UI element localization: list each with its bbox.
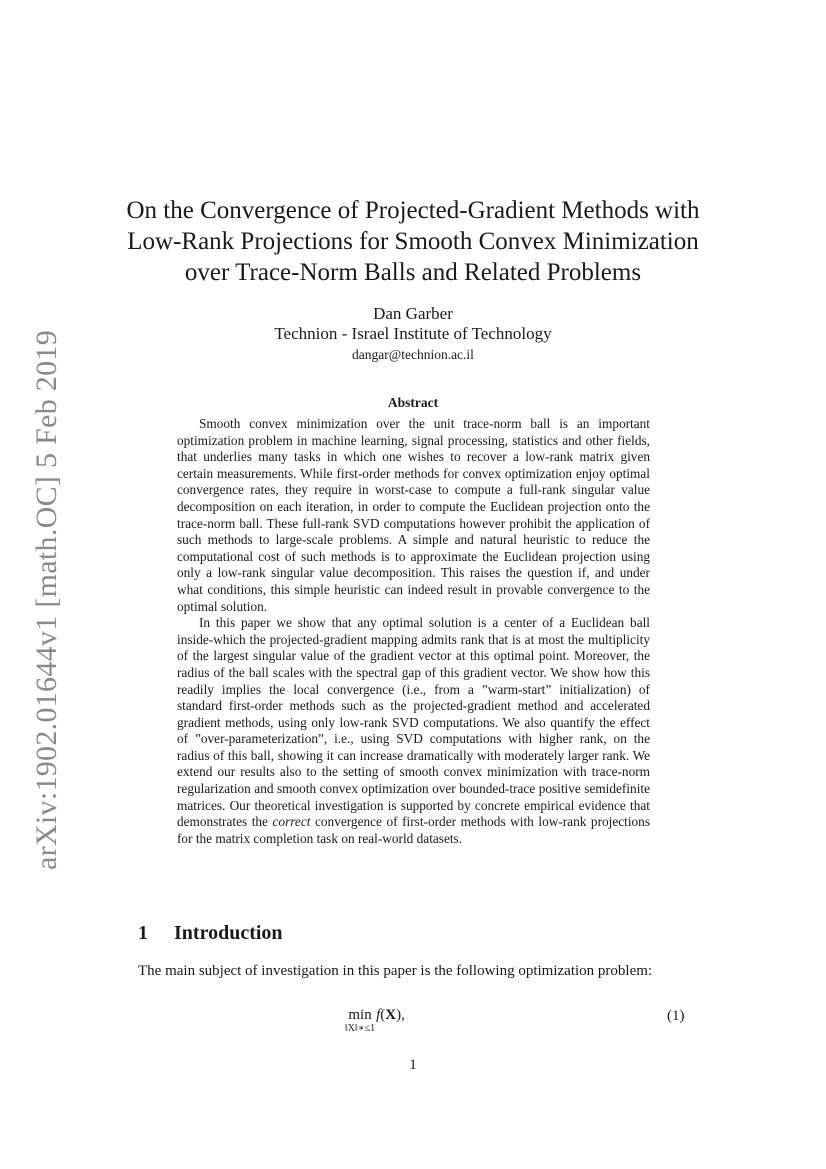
intro-paragraph: The main subject of investigation in this paper is the following optimization problem: (138, 963, 653, 979)
abstract-paragraph-2 (177, 615, 650, 847)
abstract-emphasis: correct (272, 814, 311, 830)
abstract-paragraph-2-text: In this paper we show that any optimal solution is a center of a Euclidean ball inside-which the projected-gradient mapping admits rank that is at most the multiplicity of the largest singular value of the gradient vector at this optimal point. Moreover, the radius of the ball scales with the spectral gap of this gradient vector. We show how this readily implies the local convergence (i.e., from a ”warm-start” initialization) of standard first-order methods such as the projected-gradient method and accelerated gradient methods, using only low-rank SVD computations. We also quantify the effect of ”over-parameterization”, i.e., using SVD computations with higher rank, on the radius of this ball, showing it can increase dramatically with moderately larger rank. We extend our results also to the setting of smooth convex minimization with trace-norm regularization and smooth convex optimization over bounded-trace positive semidefinite matrices. Our theoretical investigation is supported by concrete empirical evidence that demonstrates the (177, 615, 650, 830)
author-affiliation: Technion - Israel Institute of Technology (274, 324, 552, 343)
abstract-paragraph-2-text-end: convergence of first-order methods with low-rank projections for the matrix completion task on real-world datasets. (177, 814, 651, 846)
equation-min-block (345, 1007, 375, 1035)
section-number: 1 (138, 922, 148, 944)
equation-argument: X (385, 1007, 397, 1023)
equation-number: (1) (667, 1008, 685, 1024)
equation-function: f (376, 1007, 381, 1023)
equation-constraint: ‖X‖∗≤1 (345, 1023, 376, 1034)
author-email: dangar@technion.ac.il (352, 347, 474, 362)
section-heading (138, 922, 283, 945)
section-title: Introduction (174, 922, 283, 944)
paper-title: On the Convergence of Projected-Gradient Methods with Low-Rank Projections for Smooth Convex Minimization over Trace-Norm Balls and Related Problems (126, 197, 700, 286)
abstract-body (177, 416, 650, 847)
equation-operator: min (348, 1007, 372, 1023)
author-name: Dan Garber (373, 304, 453, 323)
equation-1 (345, 1007, 405, 1035)
equation-trailing: , (401, 1007, 405, 1023)
equation-objective: f(X), (376, 1007, 405, 1023)
page-number: 1 (409, 1057, 417, 1073)
abstract-heading: Abstract (387, 395, 439, 410)
abstract-paragraph-1: Smooth convex minimization over the unit trace-norm ball is an important optimization problem in machine learning, signal processing, statistics and other fields, that underlies many tasks in which one wishes to recover a low-rank matrix given certain measurements. While first-order methods for convex optimization enjoy optimal convergence rates, they require in worst-case to compute a full-rank singular value decomposition on each iteration, in order to compute the Euclidean projection onto the trace-norm ball. These full-rank SVD computations however prohibit the application of such methods to large-scale problems. A simple and natural heuristic to reduce the computational cost of such methods is to approximate the Euclidean projection using only a low-rank singular value decomposition. This raises the question if, and under what conditions, this simple heuristic can indeed result in provable convergence to the optimal solution. (177, 416, 650, 614)
arxiv-identifier-stamp: arXiv:1902.01644v1 [math.OC] 5 Feb 2019 (30, 330, 63, 870)
